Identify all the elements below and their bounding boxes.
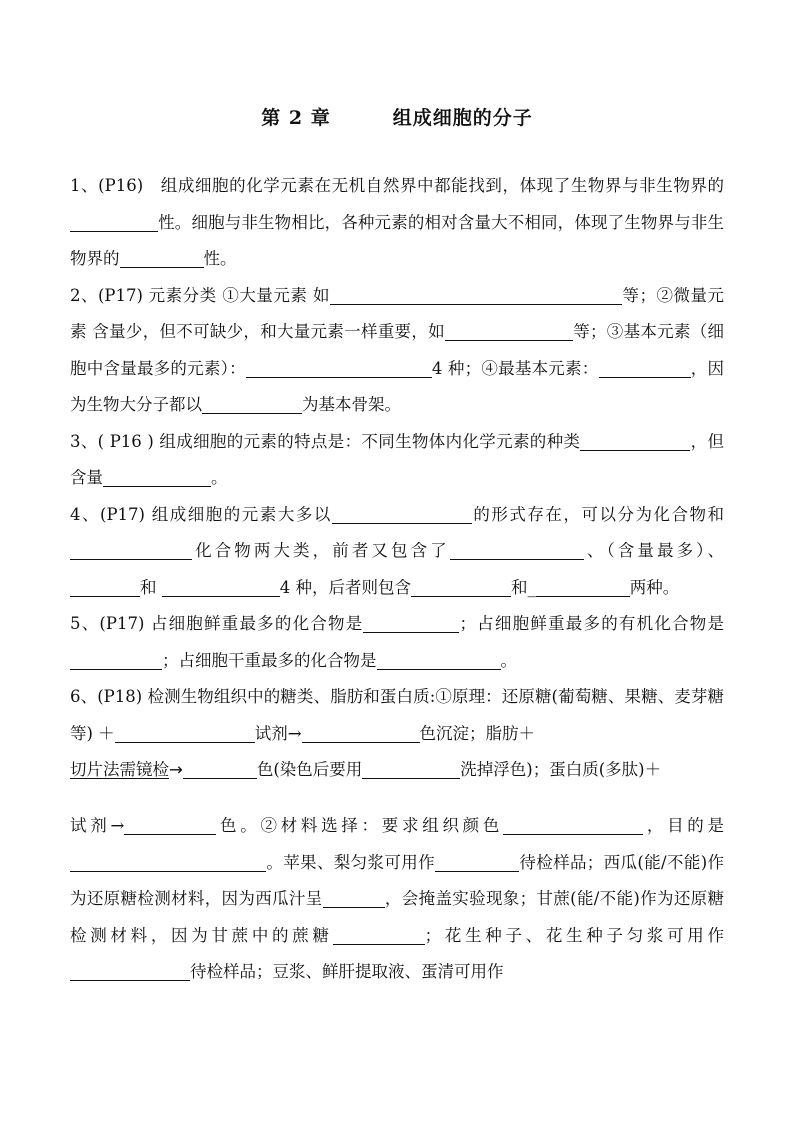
q5-blank-1[interactable] [363, 615, 459, 633]
question-4 [70, 497, 724, 607]
q2-text-c: 等；③基本元素（细胞中含量最多的元素）： [70, 322, 725, 378]
q6-blank-reagent-1[interactable] [115, 724, 255, 742]
q6-text-k: 。苹果、梨匀浆可用作 [266, 852, 435, 872]
q2-blank-skeleton[interactable] [202, 396, 302, 414]
q2-text-b: 等；②微量元素 含量少，但不可缺少，和大量元素一样重要，如 [70, 285, 725, 341]
worksheet-body [70, 168, 724, 991]
question-2 [70, 278, 724, 424]
q6-blank-sample-2[interactable] [70, 963, 190, 981]
q6-blank-sucrose[interactable] [333, 926, 425, 944]
q1-text-b: 性。细胞与非生物相比，各种元素的相对含量大不相同，体现了生物界与非生物界的 [70, 212, 724, 268]
q4-text-b: 的形式存在，可以分为化合物和 [471, 504, 725, 524]
q6-blank-purpose[interactable] [70, 853, 266, 871]
q6-blank-color-1[interactable] [302, 724, 420, 742]
q6-text-b: 试剂→ [254, 723, 302, 743]
q6-text-l: 待检样品；西瓜(能/不能)作为还原糖检测材料，因为西瓜汁呈 [70, 852, 725, 908]
q4-blank-7[interactable] [536, 578, 630, 596]
q6-text-a: 6、(P18) 检测生物组织中的糖类、脂肪和蛋白质:①原理：还原糖(葡萄糖、果糖、麦芽糖等) ＋ [70, 687, 724, 743]
question-1 [70, 168, 724, 278]
q6-arrow: → [169, 760, 183, 779]
q4-text-d: 、（含量最多）、 [583, 541, 725, 560]
q5-blank-3[interactable] [377, 651, 501, 669]
q3-blank-1[interactable] [580, 432, 690, 450]
q2-blank-trace-elements[interactable] [445, 323, 573, 341]
q4-blank-1[interactable] [332, 505, 472, 523]
q6-blank-color-2[interactable] [183, 761, 257, 779]
q3-text-c: 。 [211, 468, 228, 487]
chapter-number: 第 2 章 [261, 107, 331, 129]
q5-text-c: ；占细胞干重最多的化合物是 [162, 650, 377, 670]
q6-text-m: ，会掩盖实验现象；甘蔗(能/不能)作为还原糖检测材料，因为甘蔗中的蔗糖 [70, 889, 724, 945]
q4-blank-4[interactable] [70, 578, 140, 596]
q4-text-f: 4 种，后者则包含 [279, 577, 411, 597]
q6-text-c: 色沉淀；脂肪＋ [419, 723, 536, 743]
q4-blank-6[interactable] [411, 578, 511, 596]
q2-blank-basic-elements[interactable] [246, 359, 432, 377]
q2-blank-major-elements[interactable] [330, 286, 622, 304]
q6-blank-sample-1[interactable] [435, 853, 519, 871]
q6-text-f: 色(染色后要用 [256, 760, 363, 779]
q4-text-h: 两种。 [629, 577, 680, 597]
q1-text-c: 性。 [203, 249, 237, 268]
q1-blank-1[interactable] [70, 213, 158, 231]
q6-text-j: ，目的是 [643, 816, 725, 835]
q4-blank-5[interactable] [162, 578, 280, 596]
q6-blank-solvent[interactable] [362, 761, 460, 779]
q1-blank-2[interactable] [120, 250, 204, 268]
q6-section-note: 切片法需镜检 [70, 760, 169, 779]
q5-text-b: ；占细胞鲜重最多的有机化合物是 [459, 614, 725, 633]
q3-text-a: 3、( P16 ) 组成细胞的元素的特点是：不同生物体内化学元素的种类 [70, 431, 581, 451]
q4-text-c: 化合物两大类，前者又包含了 [192, 541, 450, 560]
page-title [0, 103, 794, 130]
q2-text-e: ，因为生物大分子都以 [70, 358, 725, 414]
question-5 [70, 606, 724, 679]
q4-text-e: 和 [140, 577, 157, 597]
question-6 [70, 679, 724, 991]
q6-blank-watermelon[interactable] [323, 890, 385, 908]
q2-text-f: 为基本骨架。 [302, 395, 401, 414]
q6-text-i: 色。②材料选择：要求组织颜色 [216, 816, 504, 835]
q1-text-a: 1、(P16) 组成细胞的化学元素在无机自然界中都能找到，体现了生物界与非生物界的 [70, 176, 724, 195]
question-3 [70, 424, 724, 497]
q6-text-g: 洗掉浮色)；蛋白质(多肽)＋ [460, 760, 662, 779]
q6-blank-color-3[interactable] [124, 817, 216, 835]
q3-text-b: ，但含量 [70, 431, 724, 487]
q6-blank-tissue-color[interactable] [503, 817, 643, 835]
q6-text-o: 待检样品；豆浆、鲜肝提取液、蛋清可用作 [190, 962, 504, 981]
q2-text-d: 4 种；④最基本元素： [431, 358, 599, 378]
q2-blank-most-basic[interactable] [599, 359, 691, 377]
q6-text-n: ；花生种子、花生种子匀浆可用作 [424, 925, 725, 945]
q4-blank-3[interactable] [450, 542, 584, 560]
q3-blank-2[interactable] [103, 469, 211, 487]
q2-text-a: 2、(P17) 元素分类 ①大量元素 如 [70, 285, 331, 305]
q6-text-h: 试剂→ [70, 816, 125, 835]
q5-text-a: 5、(P17) 占细胞鲜重最多的化合物是 [70, 614, 364, 633]
q5-text-d: 。 [500, 650, 517, 670]
q4-blank-2[interactable] [70, 542, 192, 560]
q5-blank-2[interactable] [70, 651, 162, 669]
q4-text-g: 和_ [511, 577, 536, 597]
q4-text-a: 4、(P17) 组成细胞的元素大多以 [70, 504, 332, 524]
chapter-name: 组成细胞的分子 [392, 107, 533, 129]
